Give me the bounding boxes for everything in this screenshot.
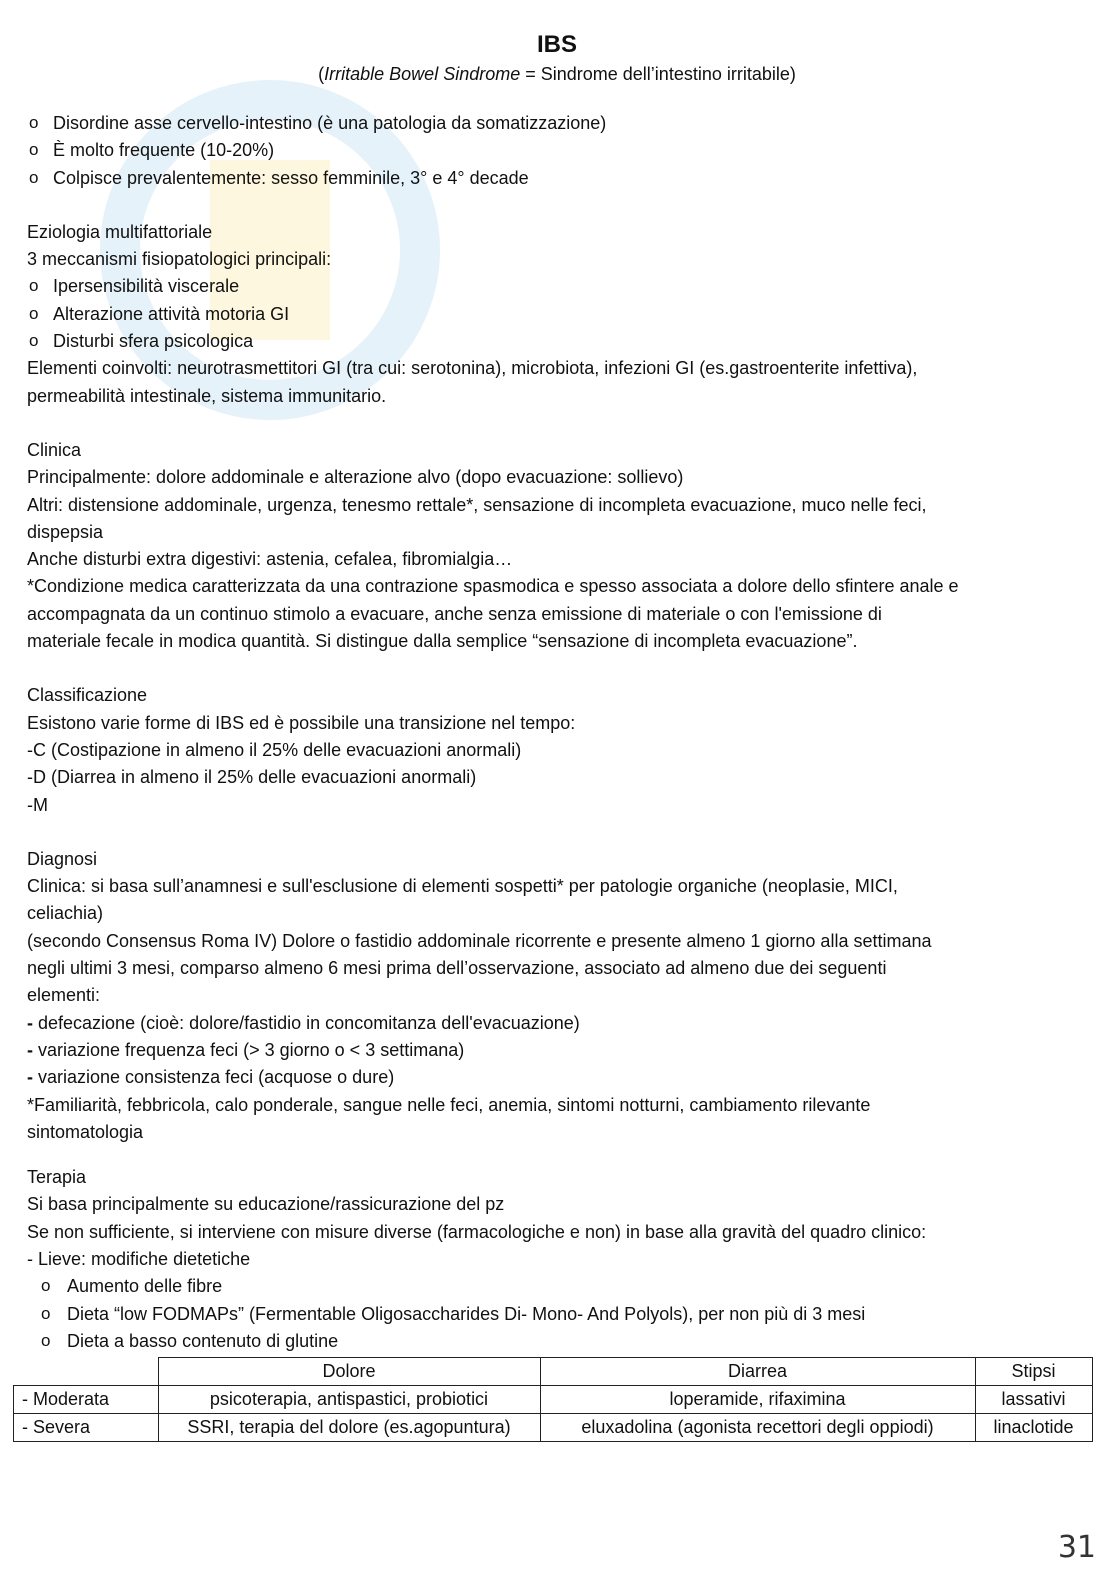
section-heading: Clinica xyxy=(27,439,82,460)
section-clinica xyxy=(27,437,1087,655)
table-cell: SSRI, terapia del dolore (es.agopuntura) xyxy=(158,1414,540,1442)
row-header: - Severa xyxy=(14,1414,159,1442)
row-header: - Moderata xyxy=(14,1386,159,1414)
list-item: o Disordine asse cervello-intestino (è una patologia da somatizzazione) xyxy=(27,110,1087,137)
paragraph: *Condizione medica caratterizzata da una contrazione spasmodica e spesso associata a dolore dello sfintere anale e xyxy=(27,576,959,597)
paragraph: permeabilità intestinale, sistema immunitario. xyxy=(27,385,387,406)
table-cell: psicoterapia, antispastici, probiotici xyxy=(158,1386,540,1414)
paragraph: accompagnata da un continuo stimolo a evacuare, anche senza emissione di materiale o con l'emissione di xyxy=(27,603,882,624)
list-item: - variazione consistenza feci (acquose o dure) xyxy=(27,1067,395,1088)
paragraph: elementi: xyxy=(27,985,101,1006)
paragraph: Elementi coinvolti: neurotrasmettitori GI (tra cui: serotonina), microbiota, infezioni GI (es.gastroenterite infettiva), xyxy=(27,358,918,379)
table-cell: loperamide, rifaximina xyxy=(540,1386,975,1414)
page-subtitle: (Irritable Bowel Sindrome = Sindrome dell’intestino irritabile) xyxy=(318,64,796,84)
list-item: o Disturbi sfera psicologica xyxy=(27,328,1087,355)
section-terapia xyxy=(27,1164,1087,1355)
intro-list xyxy=(27,110,1087,192)
table-row xyxy=(14,1386,1093,1414)
paragraph: dispepsia xyxy=(27,521,104,542)
list-item: o Ipersensibilità viscerale xyxy=(27,273,1087,300)
paragraph: -C (Costipazione in almeno il 25% delle evacuazioni anormali) xyxy=(27,739,522,760)
paragraph: materiale fecale in modica quantità. Si distingue dalla semplice “sensazione di incompleta evacuazione”. xyxy=(27,631,858,652)
list-item: - variazione frequenza feci (> 3 giorno o < 3 settimana) xyxy=(27,1039,465,1060)
section-heading: Classificazione xyxy=(27,685,148,706)
list-item: o Dieta a basso contenuto di glutine xyxy=(27,1328,1087,1355)
list-item: o Dieta “low FODMAPs” (Fermentable Oligosaccharides Di- Mono- And Polyols), per non più di 3 mesi xyxy=(27,1301,1087,1328)
paragraph: Principalmente: dolore addominale e alterazione alvo (dopo evacuazione: sollievo) xyxy=(27,467,684,488)
table-row xyxy=(14,1414,1093,1442)
paragraph: -M xyxy=(27,794,48,815)
list-item: o Aumento delle fibre xyxy=(27,1273,1087,1300)
paragraph: Altri: distensione addominale, urgenza, tenesmo rettale*, sensazione di incompleta evacuazione, muco nelle feci, xyxy=(27,494,927,515)
column-header: Diarrea xyxy=(540,1358,975,1386)
section-classificazione xyxy=(27,682,1087,818)
table-cell: eluxadolina (agonista recettori degli oppiodi) xyxy=(540,1414,975,1442)
paragraph: Esistono varie forme di IBS ed è possibile una transizione nel tempo: xyxy=(27,712,576,733)
paragraph: celiachia) xyxy=(27,903,104,924)
paragraph: Anche disturbi extra digestivi: astenia, cefalea, fibromialgia… xyxy=(27,549,513,570)
section-eziologia xyxy=(27,219,1087,410)
paragraph: Si basa principalmente su educazione/rassicurazione del pz xyxy=(27,1194,505,1215)
list-item: o È molto frequente (10-20%) xyxy=(27,137,1087,164)
document-page xyxy=(27,30,1087,1355)
paragraph: Se non sufficiente, si interviene con misure diverse (farmacologiche e non) in base alla gravità del quadro clinico: xyxy=(27,1221,927,1242)
footnote: *Familiarità, febbricola, calo ponderale, sangue nelle feci, anemia, sintomi notturni, cambiamento rilevante xyxy=(27,1094,871,1115)
column-header: Dolore xyxy=(158,1358,540,1386)
paragraph: (secondo Consensus Roma IV) Dolore o fastidio addominale ricorrente e presente almeno 1 giorno alla settimana xyxy=(27,930,932,951)
list-item: - defecazione (cioè: dolore/fastidio in concomitanza dell'evacuazione) xyxy=(27,1012,580,1033)
paragraph: Clinica: si basa sull’anamnesi e sull'esclusione di elementi sospetti* per patologie organiche (neoplasie, MICI, xyxy=(27,876,898,897)
paragraph: negli ultimi 3 mesi, comparso almeno 6 mesi prima dell’osservazione, associato ad almeno due dei seguenti xyxy=(27,958,887,979)
therapy-table xyxy=(13,1357,1093,1442)
list-item: o Alterazione attività motoria GI xyxy=(27,301,1087,328)
page-title: IBS xyxy=(536,31,577,58)
page-number: 31 xyxy=(1057,1530,1096,1565)
table-cell: linaclotide xyxy=(975,1414,1092,1442)
section-heading: Terapia xyxy=(27,1167,87,1188)
section-heading: Eziologia multifattoriale xyxy=(27,221,213,242)
column-header: Stipsi xyxy=(975,1358,1092,1386)
table-cell: lassativi xyxy=(975,1386,1092,1414)
footnote: sintomatologia xyxy=(27,1121,144,1142)
paragraph: - Lieve: modifiche dietetiche xyxy=(27,1248,251,1269)
section-heading: Diagnosi xyxy=(27,848,98,869)
section-diagnosi xyxy=(27,846,1087,1146)
table-header-row xyxy=(14,1358,1093,1386)
paragraph: -D (Diarrea in almeno il 25% delle evacuazioni anormali) xyxy=(27,767,477,788)
paragraph: 3 meccanismi fisiopatologici principali: xyxy=(27,249,332,270)
table-corner xyxy=(14,1358,159,1386)
list-item: o Colpisce prevalentemente: sesso femminile, 3° e 4° decade xyxy=(27,165,1087,192)
